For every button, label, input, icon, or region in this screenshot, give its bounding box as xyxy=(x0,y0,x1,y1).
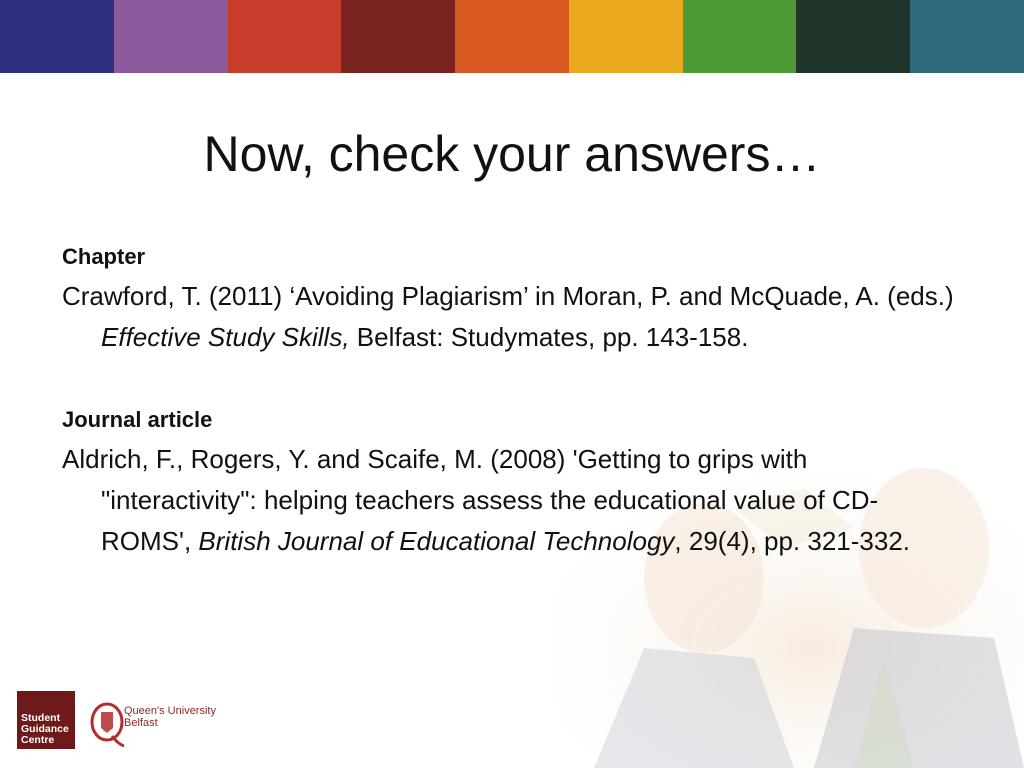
slide-title: Now, check your answers… xyxy=(203,126,821,182)
student-guidance-centre-logo xyxy=(17,691,75,749)
strip-seg-8 xyxy=(796,0,910,73)
strip-seg-3 xyxy=(228,0,342,73)
university-name-line: Queen's University xyxy=(124,705,216,717)
section-heading-journal: Journal article xyxy=(62,407,213,432)
strip-seg-5 xyxy=(455,0,569,73)
ref-text: Crawford, T. (2011) ‘Avoiding Plagiarism’ in Moran, P. and McQuade, A. (eds.) xyxy=(62,281,954,311)
strip-seg-6 xyxy=(569,0,683,73)
reference-journal xyxy=(62,439,962,562)
slide-content xyxy=(62,240,962,562)
strip-seg-7 xyxy=(683,0,797,73)
strip-seg-2 xyxy=(114,0,228,73)
section-heading-chapter: Chapter xyxy=(62,244,146,269)
university-name-line: Belfast xyxy=(124,717,158,729)
strip-seg-4 xyxy=(341,0,455,73)
logo-text-line: Student xyxy=(21,712,61,724)
ref-italic-title: Effective Study Skills, xyxy=(101,322,350,352)
university-name xyxy=(124,705,216,729)
logo-text-line: Guidance xyxy=(21,723,69,735)
logo-text-line: Centre xyxy=(21,734,55,746)
ref-italic-title: British Journal of Educational Technology xyxy=(198,526,675,556)
strip-seg-1 xyxy=(0,0,114,73)
strip-seg-9 xyxy=(910,0,1024,73)
ref-text: Aldrich, F., Rogers, Y. and Scaife, M. (2008) 'Getting to grips with "interactivity": helping teachers assess the educational value of CD-ROMS', xyxy=(62,444,879,556)
reference-chapter xyxy=(62,276,962,358)
ref-text: , 29(4), pp. 321-332. xyxy=(674,526,911,556)
color-strip xyxy=(0,0,1024,73)
ref-text: Belfast: Studymates, pp. 143-158. xyxy=(349,322,749,352)
